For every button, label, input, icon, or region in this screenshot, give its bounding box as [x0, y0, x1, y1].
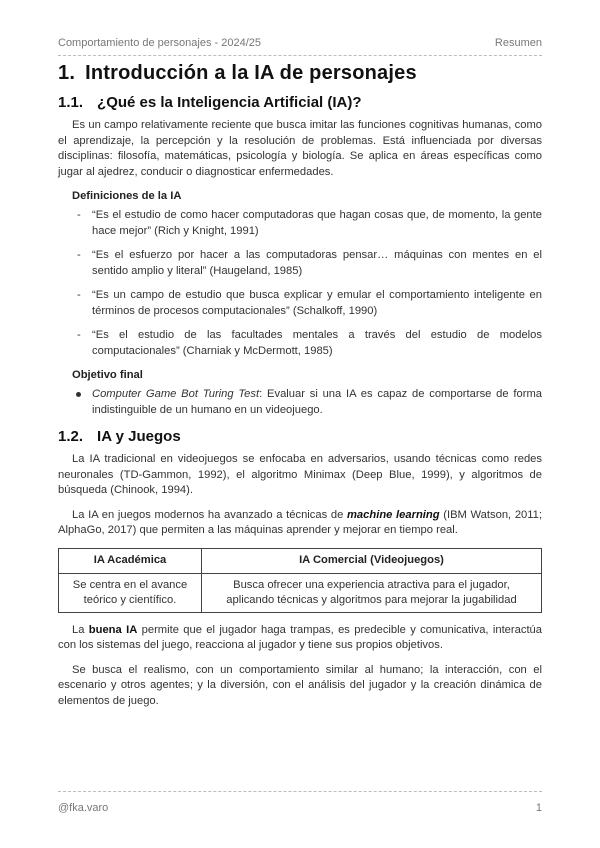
- definition-item: [58, 288, 542, 319]
- table-header-row: [59, 548, 542, 573]
- definitions-list: [58, 208, 542, 359]
- header-divider: [58, 55, 542, 56]
- realism-paragraph: Se busca el realismo, con un comportamiento similar al humano; la interacción, con el escenario y otros agentes; y la diversión, con el análisis del jugador y la creación dinámica de elementos de juego.: [58, 663, 542, 707]
- running-header: [58, 37, 542, 53]
- page-number: 1: [535, 802, 542, 814]
- definition-text: “Es el estudio de las facultades mentales a través del estudio de modelos computacionales” (Charniak y McDermott, 1985): [92, 329, 542, 357]
- objective-list: [58, 387, 542, 418]
- definition-item: [58, 328, 542, 359]
- document-page: [58, 0, 542, 848]
- subsection-title-text: IA y Juegos: [97, 428, 181, 445]
- bullet-dot-icon: [76, 392, 81, 397]
- good-ai-paragraph: [58, 623, 542, 654]
- good-ai-term: buena IA: [88, 623, 138, 636]
- dash-marker: -: [77, 209, 81, 221]
- table-cell-academic: Se centra en el avance teórico y científico.: [59, 573, 202, 612]
- section-title-text: Introducción a la IA de personajes: [85, 62, 417, 84]
- section-number: 1.: [58, 62, 76, 84]
- p3-after: permite que el jugador haga trampas, es predecible y comunicativa, interactúa con los sistemas del juego, reacciona al jugador y tiene sus propios objetivos.: [58, 623, 542, 651]
- traditional-ai-paragraph: La IA tradicional en videojuegos se enfocaba en adversarios, usando técnicas como redes neuronales (TD-Gammon, 1992), el algoritmo Minimax (Deep Blue, 1999), y algoritmos de búsqueda (Chinook, 1994).: [58, 453, 542, 496]
- dash-marker: -: [77, 289, 81, 301]
- definition-item: [58, 248, 542, 279]
- comparison-table: [58, 548, 542, 613]
- subsection-title-1-2: [58, 428, 542, 445]
- objective-text: : Evaluar si una IA es capaz de comportarse de forma indistinguible de un humano en un videojuego.: [92, 388, 543, 416]
- author-handle: @fka.varo: [58, 802, 109, 814]
- definition-text: “Es el esfuerzo por hacer a las computadoras pensar… máquinas con mentes en el sentido amplio y literal” (Haugeland, 1985): [92, 249, 542, 277]
- objective-item: [58, 387, 542, 418]
- definition-item: [58, 208, 542, 239]
- dash-marker: -: [77, 329, 81, 341]
- header-doc-type: Resumen: [494, 37, 542, 49]
- modern-ai-paragraph: [58, 508, 542, 539]
- p2-after: (IBM Watson, 2011; AlphaGo, 2017) que permiten a las máquinas aprender y mejorar en tiempo real.: [58, 508, 543, 536]
- dash-marker: -: [77, 249, 81, 261]
- intro-paragraph: Es un campo relativamente reciente que busca imitar las funciones cognitivas humanas, como el aprendizaje, la percepción y la resolución de problemas. Está influenciada por diversas disciplinas: filosofía, matemáticas, psicología y biología. Se aplica en áreas específicas como jugar al ajedrez, conducir o diagnosticar enfermedades.: [58, 119, 542, 178]
- page-footer: [58, 802, 542, 814]
- subsection-number: 1.1.: [58, 94, 84, 111]
- subsection-title-text: ¿Qué es la Inteligencia Artificial (IA)?: [97, 94, 362, 111]
- p3-before: La: [72, 623, 89, 636]
- table-header-commercial: IA Comercial (Videojuegos): [202, 548, 542, 573]
- objective-term: Computer Game Bot Turing Test: [92, 388, 260, 400]
- header-course-title: Comportamiento de personajes - 2024/25: [58, 37, 262, 49]
- page-content: [58, 62, 542, 718]
- subsection-title-1-1: [58, 94, 542, 111]
- footer-divider: [58, 791, 542, 792]
- definition-text: “Es un campo de estudio que busca explicar y emular el comportamiento inteligente en términos de procesos computacionales” (Schalkoff, 1990): [92, 289, 542, 317]
- section-title: [58, 62, 542, 85]
- definitions-heading: Definiciones de la IA: [72, 190, 182, 202]
- definition-text: “Es el estudio de como hacer computadoras que hagan cosas que, de momento, la gente hace mejor” (Rich y Knight, 1991): [92, 209, 542, 237]
- table-cell-commercial: Busca ofrecer una experiencia atractiva para el jugador, aplicando técnicas y algoritmos para mejorar la jugabilidad: [202, 573, 542, 612]
- table-header-academic: IA Académica: [59, 548, 202, 573]
- subsection-number: 1.2.: [58, 428, 84, 445]
- table-row: [59, 573, 542, 612]
- p2-before: La IA en juegos modernos ha avanzado a técnicas de: [72, 508, 347, 521]
- objective-heading: Objetivo final: [72, 369, 143, 381]
- machine-learning-term: machine learning: [346, 508, 440, 521]
